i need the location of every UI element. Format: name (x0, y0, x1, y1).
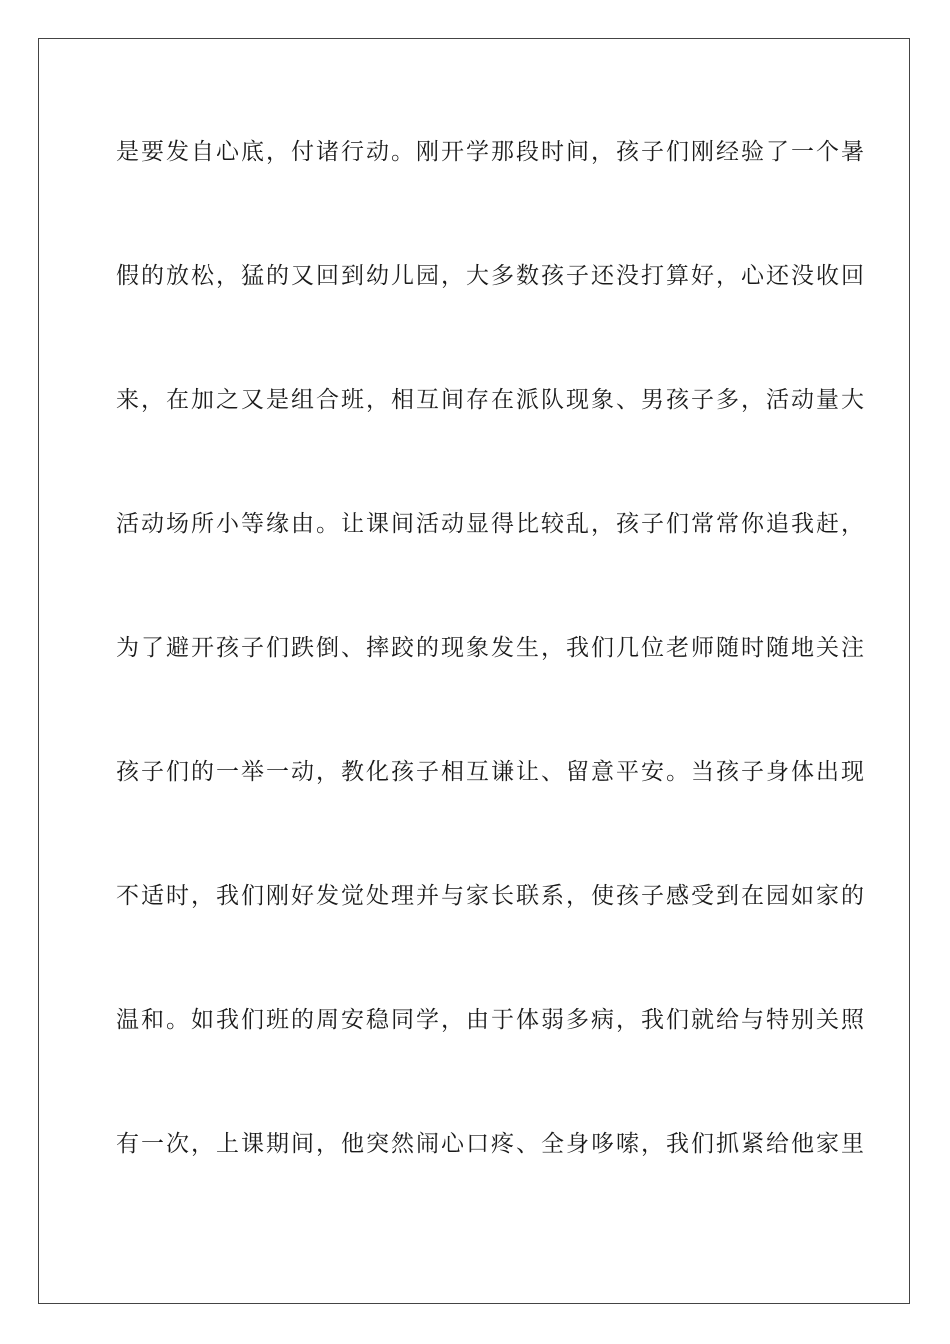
text-line: 活动场所小等缘由。让课间活动显得比较乱，孩子们常常你追我赶， (116, 511, 866, 537)
text-line: 是要发自心底，付诸行动。刚开学那段时间，孩子们刚经验了一个暑 (116, 139, 866, 165)
text-line: 有一次，上课期间，他突然闹心口疼、全身哆嗦，我们抓紧给他家里 (116, 1131, 866, 1157)
text-line: 不适时，我们刚好发觉处理并与家长联系，使孩子感受到在园如家的 (116, 883, 866, 909)
text-line: 温和。如我们班的周安稳同学，由于体弱多病，我们就给与特别关照 (116, 1007, 866, 1033)
text-line: 为了避开孩子们跌倒、摔跤的现象发生，我们几位老师随时随地关注 (116, 635, 866, 661)
text-line: 来，在加之又是组合班，相互间存在派队现象、男孩子多，活动量大 (116, 387, 866, 413)
text-line: 假的放松，猛的又回到幼儿园，大多数孩子还没打算好，心还没收回 (116, 263, 866, 289)
document-body (116, 130, 866, 1246)
text-line: 孩子们的一举一动，教化孩子相互谦让、留意平安。当孩子身体出现 (116, 759, 866, 785)
